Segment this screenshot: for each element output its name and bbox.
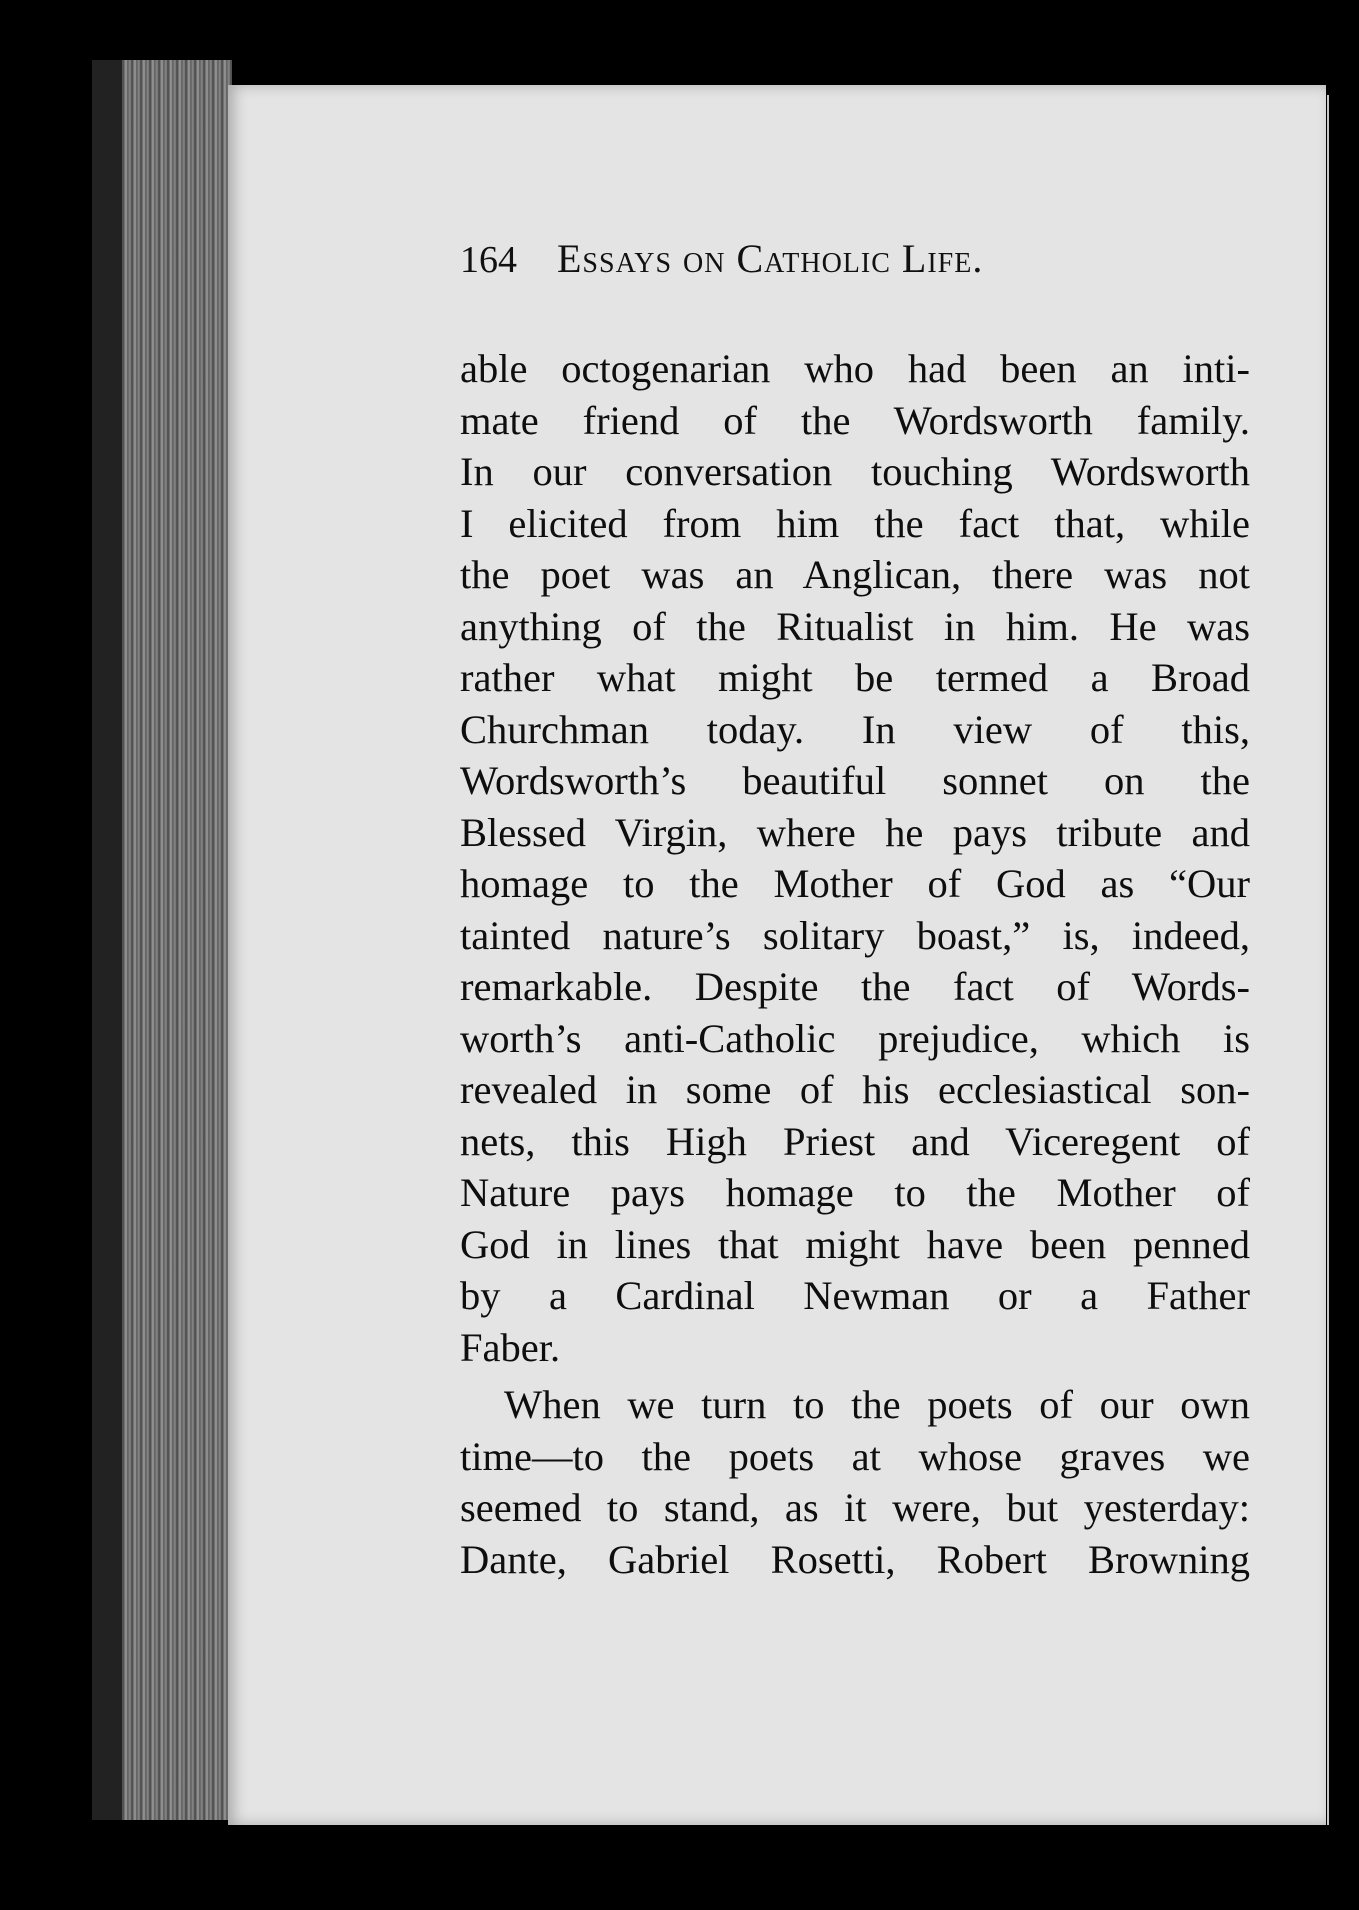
right-binding-shadow (1329, 0, 1359, 1910)
text-line: Wordsworth’s beautiful sonnet on the (460, 758, 1250, 803)
text-line: Nature pays homage to the Mother of (460, 1170, 1250, 1215)
text-line: worth’s anti-Catholic prejudice, which is (460, 1015, 1250, 1061)
text-line: mate friend of the Wordsworth family. (460, 397, 1250, 443)
text-line: homage to the Mother of God as “Our (460, 861, 1250, 906)
text-line: When we turn to the poets of our own (504, 1382, 1250, 1427)
text-line: rather what might be termed a Broad (460, 655, 1250, 700)
text-line: nets, this High Priest and Viceregent of (460, 1118, 1250, 1164)
text-line: remarkable. Despite the fact of Words- (460, 964, 1250, 1009)
text-line: Dante, Gabriel Rosetti, Robert Browning (460, 1536, 1250, 1582)
page-header (460, 235, 1180, 315)
text-line: able octogenarian who had been an inti- (460, 346, 1250, 391)
book-page (228, 85, 1326, 1825)
paragraph-1 (460, 343, 1250, 1373)
text-line: time—to the poets at whose graves we (460, 1433, 1250, 1479)
text-line: Faber. (460, 1324, 561, 1370)
running-head: Essays on Catholic Life. (557, 236, 984, 281)
text-line: anything of the Ritualist in him. He was (460, 603, 1250, 649)
text-line: In our conversation touching Wordsworth (460, 449, 1250, 494)
page-number: 164 (460, 239, 517, 281)
text-line: I elicited from him the fact that, while (460, 500, 1250, 546)
text-line: God in lines that might have been penned (460, 1221, 1250, 1267)
text-line: revealed in some of his ecclesiastical son- (460, 1067, 1250, 1112)
text-line: the poet was an Anglican, there was not (460, 552, 1250, 597)
paragraph-2 (460, 1379, 1250, 1585)
text-line: Blessed Virgin, where he pays tribute and (460, 809, 1250, 855)
book-spine-shadow (92, 60, 122, 1820)
text-line: by a Cardinal Newman or a Father (460, 1273, 1250, 1318)
text-line: tainted nature’s solitary boast,” is, indeed, (460, 912, 1250, 958)
text-line: seemed to stand, as it were, but yesterday: (460, 1485, 1250, 1530)
text-line: Churchman today. In view of this, (460, 706, 1250, 752)
body-text (460, 343, 1250, 1585)
